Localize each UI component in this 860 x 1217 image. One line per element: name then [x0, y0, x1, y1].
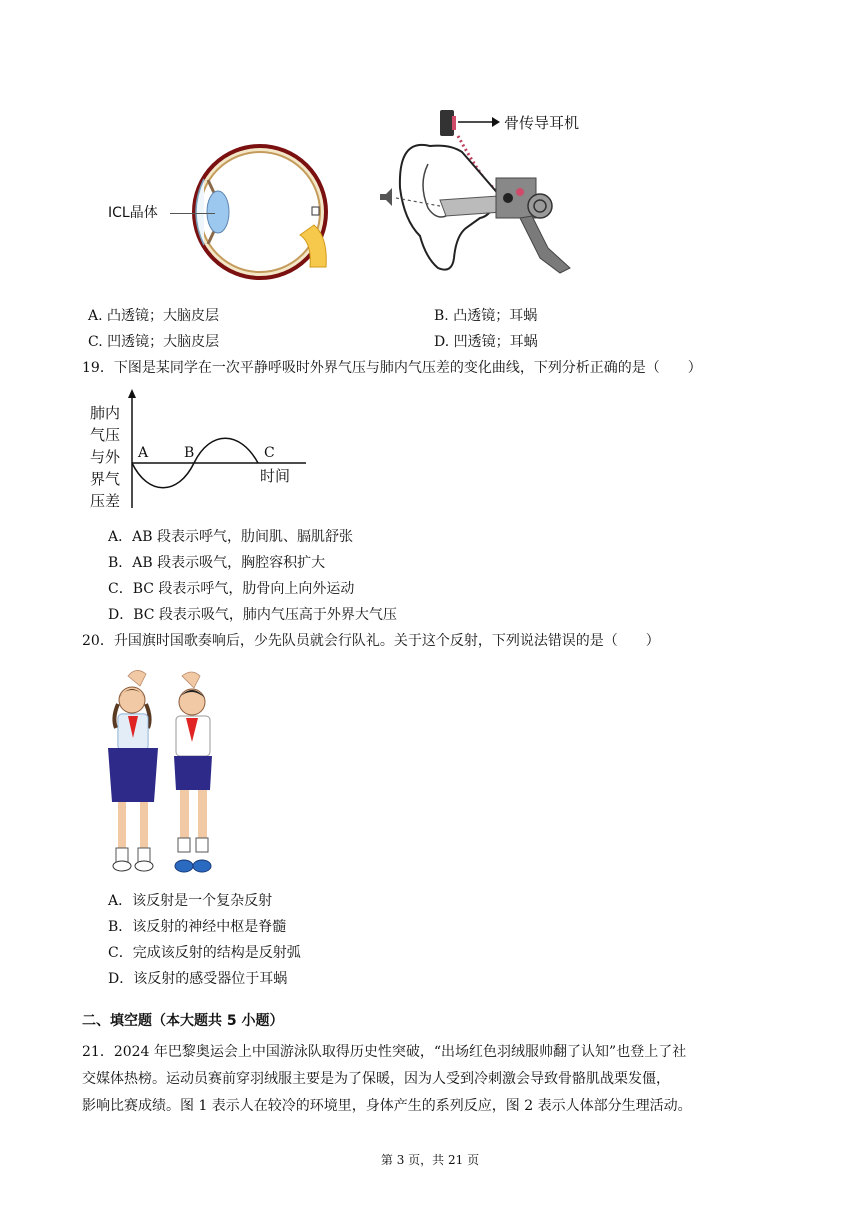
q20-option-c: C．完成该反射的结构是反射弧	[108, 945, 301, 961]
ear-diagram	[370, 108, 610, 283]
option-text: 凹透镜；耳蜗	[453, 334, 538, 350]
graph-axes	[128, 388, 310, 513]
q20-stem: 20．升国旗时国歌奏响后，少先队员就会行队礼。关于这个反射，下列说法错误的是（ ）	[82, 633, 660, 649]
ylabel-line: 肺内	[90, 404, 121, 422]
q19-option-d: D．BC 段表示吸气，肺内气压高于外界大气压	[108, 607, 397, 623]
page-number: 第 3 页，共 21 页	[380, 1153, 480, 1167]
option-text: 凹透镜；大脑皮层	[107, 334, 220, 350]
q21-line-3: 影响比赛成绩。图 1 表示人在较冷的环境里，身体产生的系列反应，图 2 表示人体部分生理活动。	[82, 1098, 692, 1114]
q20-option-a: A．该反射是一个复杂反射	[108, 893, 273, 909]
option-letter: D.	[434, 334, 450, 350]
ear-figure	[370, 108, 610, 283]
eye-figure	[100, 125, 340, 285]
ylabel-line: 界气	[90, 470, 121, 488]
q20-option-d: D．该反射的感受器位于耳蜗	[108, 971, 288, 987]
point-b-label: B	[184, 445, 195, 461]
point-a-label: A	[138, 445, 149, 461]
pressure-graph	[90, 388, 310, 513]
q20-option-b: B．该反射的神经中枢是脊髓	[108, 919, 287, 935]
q19-option-b: B．AB 段表示吸气，胸腔容积扩大	[108, 555, 326, 571]
q19-stem: 19．下图是某同学在一次平静呼吸时外界气压与肺内气压差的变化曲线，下列分析正确的是（ ）	[82, 360, 702, 376]
option-text: 凸透镜；耳蜗	[453, 308, 538, 324]
point-c-label: C	[264, 445, 275, 461]
section-heading: 二、填空题（本大题共 5 小题）	[82, 1013, 284, 1029]
icl-lens-label: ICL晶体	[108, 205, 158, 221]
q18-option-d	[434, 332, 538, 352]
bone-conduction-earphone-label: 骨传导耳机	[504, 114, 580, 132]
q18-option-b	[434, 306, 537, 326]
q18-option-c	[88, 332, 219, 352]
option-text: 凸透镜；大脑皮层	[107, 308, 220, 324]
ylabel-line: 与外	[90, 448, 121, 466]
graph-ylabel	[90, 402, 130, 512]
q21-line-2: 交媒体热榜。运动员赛前穿羽绒服主要是为了保暖，因为人受到冷刺激会导致骨骼肌战栗发僵，	[82, 1071, 670, 1087]
q21-line-1: 21．2024 年巴黎奥运会上中国游泳队取得历史性突破，“出场红色羽绒服帅翻了认知”也登上了社	[82, 1044, 687, 1060]
icl-label-pointer	[170, 213, 215, 214]
q18-option-a	[88, 306, 219, 326]
graph-xlabel: 时间	[260, 467, 291, 485]
pioneers-saluting-illustration	[100, 668, 230, 883]
option-letter: C.	[88, 334, 103, 350]
q19-option-a: A．AB 段表示呼气，肋间肌、膈肌舒张	[108, 529, 353, 545]
ylabel-line: 气压	[90, 426, 121, 444]
ylabel-line: 压差	[90, 492, 121, 510]
q19-option-c: C．BC 段表示呼气，肋骨向上向外运动	[108, 581, 355, 597]
option-letter: A.	[88, 308, 103, 324]
students-figure	[100, 668, 230, 883]
option-letter: B.	[434, 308, 449, 324]
